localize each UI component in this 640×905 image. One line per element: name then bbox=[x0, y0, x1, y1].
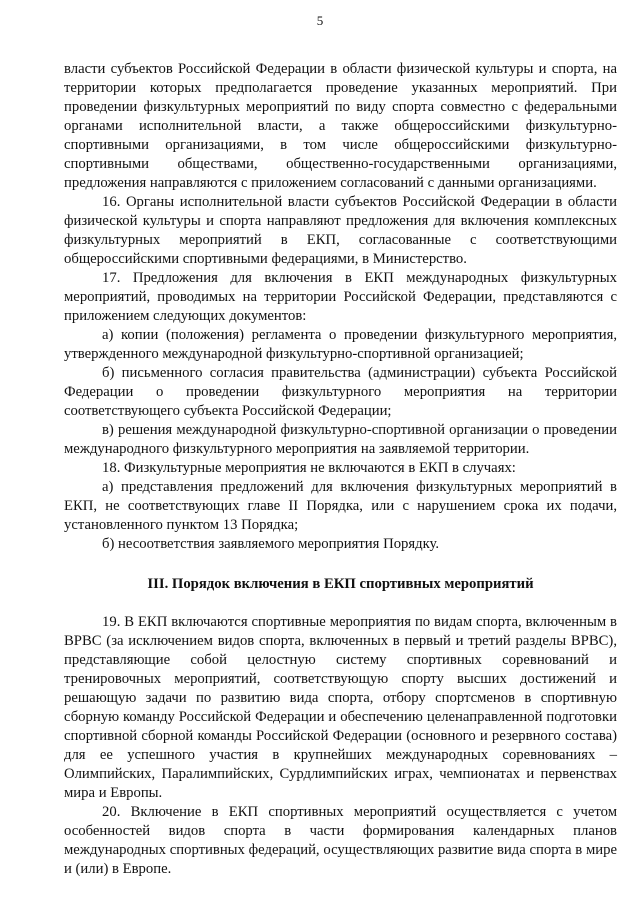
paragraph-17-v: в) решения международной физкультурно-спортивной организации о проведении международного физкультурного мероприятия на заявляемой территории. bbox=[64, 422, 617, 457]
section-heading: III. Порядок включения в ЕКП спортивных мероприятий bbox=[147, 576, 534, 592]
page-number: 5 bbox=[316, 13, 324, 28]
paragraph-19: 19. В ЕКП включаются спортивные мероприятия по видам спорта, включенным в ВРВС (за исключением видов спорта, включенных в первый и третий разделы ВРВС), представляющие собой целостную систему спортивных соревнований и тренировочных мероприятий, соответствующую спорту высших достижений и решающую задачи по развитию вида спорта, отбору спортсменов в спортивную сборную команду Российской Федерации и обеспечению целенаправленной подготовки спортивной сборной команды Российской Федерации (основного и резервного состава) для ее успешного участия в крупнейших международных соревнованиях – Олимпийских, Паралимпийских, Сурдлимпийских играх, чемпионатах и первенствах мира и Европы. bbox=[64, 614, 617, 801]
paragraph-17-a: а) копии (положения) регламента о проведении физкультурного мероприятия, утвержденного международной физкультурно-спортивной организацией; bbox=[64, 327, 617, 362]
paragraph-17-b: б) письменного согласия правительства (администрации) субъекта Российской Федерации о проведении физкультурного мероприятия на территории соответствующего субъекта Российской Федерации; bbox=[64, 365, 617, 419]
paragraph-continuation: власти субъектов Российской Федерации в области физической культуры и спорта, на территории которых предполагается проведение указанных мероприятий. При проведении физкультурных мероприятий по виду спорта совместно с федеральными органами исполнительной власти, а также общероссийскими физкультурно-спортивными организациями, в том числе общероссийскими физкультурно-спортивными обществами, общественно-государственными организациями, предложения направляются с приложением согласований с данными организациями. bbox=[64, 61, 617, 191]
paragraph-16: 16. Органы исполнительной власти субъектов Российской Федерации в области физической культуры и спорта направляют предложения для включения комплексных физкультурных мероприятий в ЕКП, согласованные с соответствующими общероссийскими спортивными федерациями, в Министерство. bbox=[64, 194, 617, 267]
paragraph-20: 20. Включение в ЕКП спортивных мероприятий осуществляется с учетом особенностей видов спорта в части формирования календарных планов международных спортивных федераций, осуществляющих развитие вида спорта в мире и (или) в Европе. bbox=[64, 804, 617, 877]
paragraph-17: 17. Предложения для включения в ЕКП международных физкультурных мероприятий, проводимых на территории Российской Федерации, представляются с приложением следующих документов: bbox=[64, 270, 617, 324]
paragraph-18: 18. Физкультурные мероприятия не включаются в ЕКП в случаях: bbox=[102, 460, 516, 476]
paragraph-18-b: б) несоответствия заявляемого мероприятия Порядку. bbox=[102, 536, 440, 552]
page-body bbox=[64, 60, 617, 879]
paragraph-18-a: а) представления предложений для включения физкультурных мероприятий в ЕКП, не соответствующих главе II Порядка, или с нарушением срока их подачи, установленного пунктом 13 Порядка; bbox=[64, 479, 617, 533]
